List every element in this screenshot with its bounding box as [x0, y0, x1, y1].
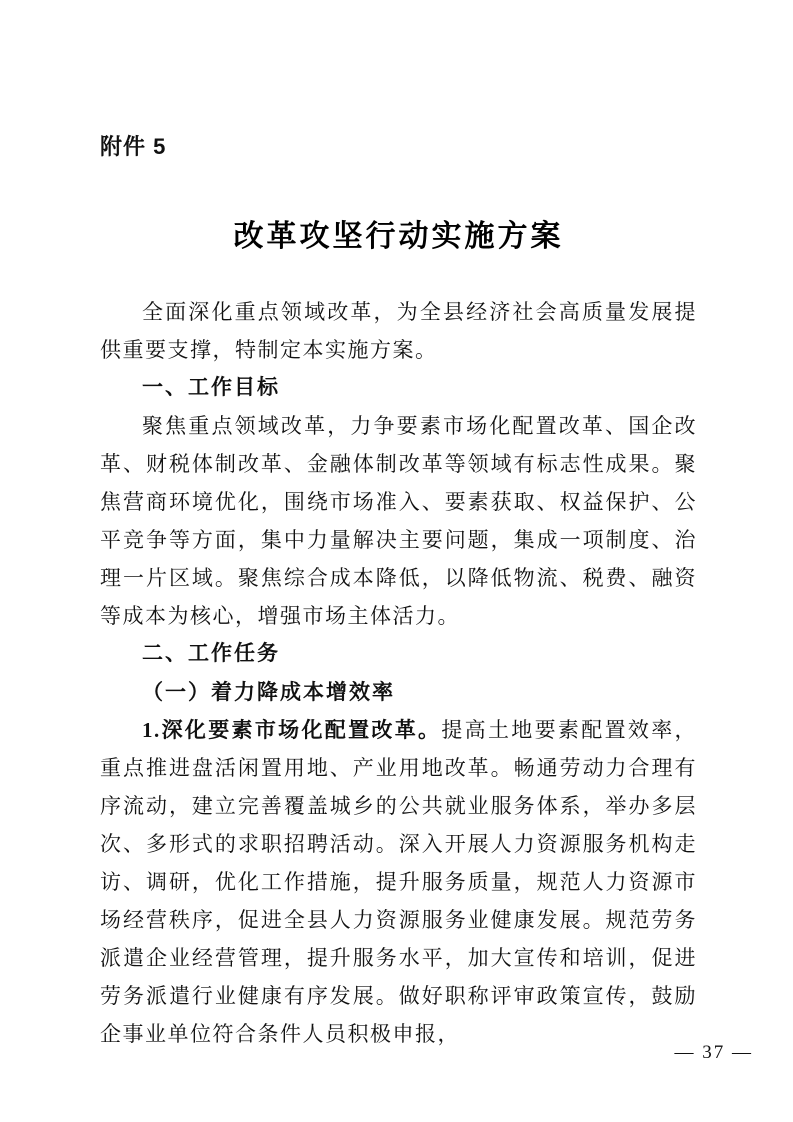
task1-lead-sentence: 1.深化要素市场化配置改革。	[142, 718, 442, 742]
heading-cost-reduction: （一）着力降成本增效率	[142, 680, 395, 704]
paragraph-intro: 全面深化重点领域改革，为全县经济社会高质量发展提供重要支撑，特制定本实施方案。	[100, 300, 697, 362]
heading-work-goal: 一、工作目标	[142, 376, 280, 399]
attachment-label: 附件 5	[100, 134, 167, 159]
paragraph-goal-body: 聚焦重点领域改革，力争要素市场化配置改革、国企改革、财税体制改革、金融体制改革等领域有标志性成果。聚焦营商环境优化，围绕市场准入、要素获取、权益保护、公平竞争等方面，集中力量解决主要问题，集成一项制度、治理一片区域。聚焦综合成本降低，以降低物流、税费、融资等成本为核心，增强市场主体活力。	[100, 414, 697, 628]
page-number: — 37 —	[674, 1042, 753, 1063]
document-body	[100, 293, 697, 1053]
paragraph-task1	[100, 711, 697, 1053]
heading-work-tasks: 二、工作任务	[142, 642, 280, 665]
task1-body-text: 提高土地要素配置效率，重点推进盘活闲置用地、产业用地改革。畅通劳动力合理有序流动，建立完善覆盖城乡的公共就业服务体系，举办多层次、多形式的求职招聘活动。深入开展人力资源服务机构走访、调研，优化工作措施，提升服务质量，规范人力资源市场经营秩序，促进全县人力资源服务业健康发展。规范劳务派遣企业经营管理，提升服务水平，加大宣传和培训，促进劳务派遣行业健康有序发展。做好职称评审政策宣传，鼓励企事业单位符合条件人员积极申报，	[100, 718, 698, 1046]
document-title: 改革攻坚行动实施方案	[233, 220, 564, 253]
